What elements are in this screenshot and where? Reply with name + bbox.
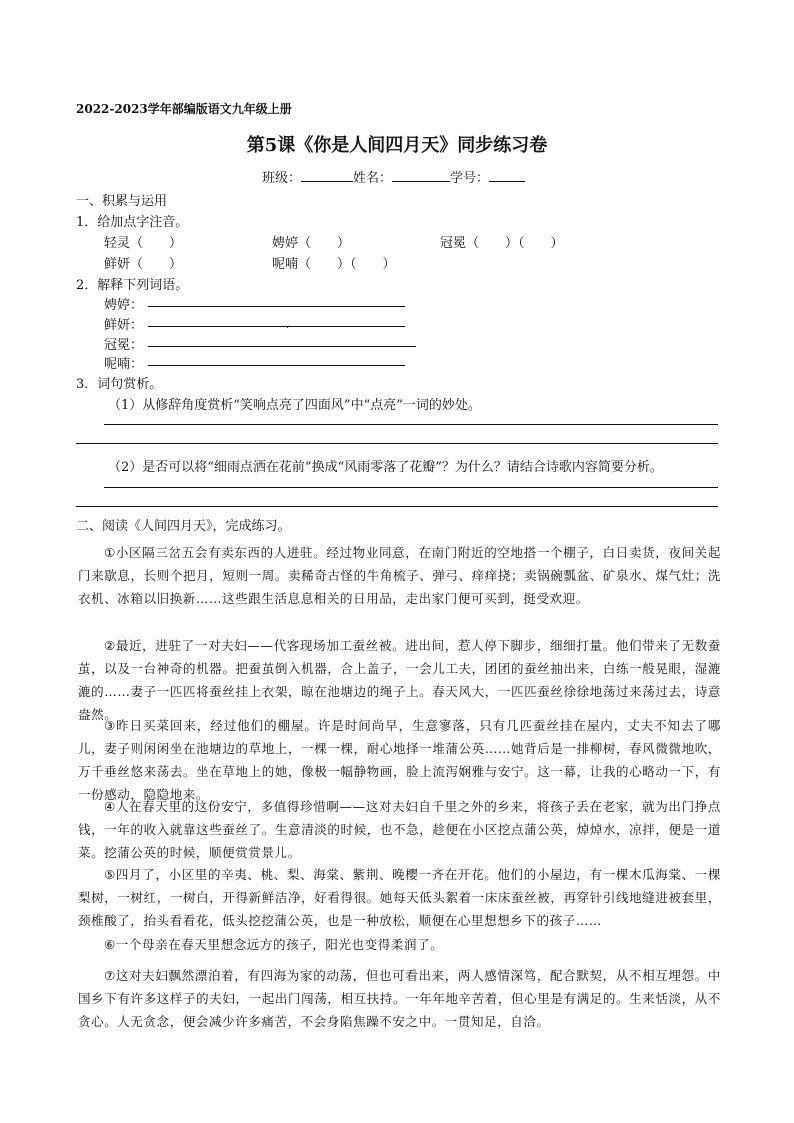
name-blank[interactable] [392, 169, 450, 182]
q1-item-xianyan: 鲜妍（ ） [104, 257, 183, 272]
q2-title: 2．解释下列词语。 [76, 278, 189, 293]
q2-answer-line[interactable] [148, 306, 405, 307]
q3-title: 3．词句赏析。 [76, 377, 163, 392]
q2-answer-line[interactable] [148, 326, 405, 327]
q1-item-qingling: 轻灵（ ） [104, 236, 183, 251]
reading-paragraph-4: ④人在春天里的这份安宁，多值得珍惜啊——这对夫妇自千里之外的乡来，将孩子丢在老家，就为出门挣点钱，一年的收入就靠这些蚕丝了。生意清淡的时候，也不急，趁便在小区挖点蒲公英，焯焯水，凉拌，便是一道菜。挖蒲公英的时候，顺便赏赏景儿。 [78, 799, 721, 860]
q2-answer-line[interactable] [148, 346, 416, 347]
q2-term-ninan: 呢喃： [104, 357, 144, 372]
q1-item-pingting: 娉婷（ ） [272, 236, 351, 251]
section1-title: 一、积累与运用 [76, 194, 168, 209]
page-title: 第5课《你是人间四月天》同步练习卷 [246, 135, 548, 156]
q2-answer-line[interactable] [148, 365, 405, 366]
reading-paragraph-2: ②最近，进驻了一对夫妇——代客现场加工蚕丝被。进出间，惹人停下脚步，细细打量。他们带来了无数蚕茧，以及一台神奇的机器。把蚕茧倒入机器，合上盖子，一会儿工夫，团团的蚕丝抽出来，白练一般晃眼，湿漉漉的……妻子一匹匹将蚕丝挂上衣架，晾在池塘边的绳子上。春天风大，一匹匹蚕丝徐徐地荡过来荡过去，诗意盎然。 [78, 638, 721, 722]
reading-paragraph-1: ①小区隔三岔五会有卖东西的人进驻。经过物业同意，在南门附近的空地搭一个棚子，白日卖货，夜间关起门来歇息，长则个把月，短则一周。卖稀奇古怪的牛角梳子、弹弓、痒痒挠；卖锅碗瓢盆、矿泉水、煤气灶；洗衣机、冰箱以旧换新……这些跟生活息息相关的日用品，走出家门便可买到，挺受欢迎。 [78, 545, 721, 606]
reading-paragraph-7: ⑦这对夫妇飘然漂泊着，有四海为家的动荡，但也可看出来，两人感情深笃，配合默契，从不相互埋怨。中国乡下有许多这样子的夫妇，一起出门闯荡，相互扶持。一年年地辛苦着，但心里是有满足的。生来恬淡，从不贪心。人无贪念，便会减少许多痛苦，不会身陷焦躁不安之中。一贯知足，自洽。 [78, 968, 721, 1029]
q3-sub1: （1）从修辞角度赏析“笑响点亮了四面风”中“点亮”一词的妙处。 [108, 398, 481, 413]
name-label: 姓名： [353, 171, 393, 186]
course-header: 2022-2023学年部编版语文九年级上册 [76, 102, 292, 116]
class-blank[interactable] [301, 169, 353, 182]
class-label: 班级： [262, 171, 302, 186]
q1-title: 1．给加点字注音。 [76, 215, 189, 230]
q2-term-guanmian: 冠冕： [104, 338, 144, 353]
student-info-line [262, 167, 525, 186]
q3-answer-line[interactable] [104, 487, 718, 488]
q3-answer-line[interactable] [104, 424, 718, 425]
stray-mark: ‘ [286, 325, 290, 336]
q1-item-ninan: 呢喃（ ）（ ） [272, 257, 396, 272]
q2-term-xianyan: 鲜妍： [104, 318, 144, 333]
id-blank[interactable] [489, 169, 525, 182]
q3-sub2: （2）是否可以将“细雨点洒在花前”换成“风雨零落了花瓣”？为什么？请结合诗歌内容简要分析。 [108, 460, 663, 475]
reading-paragraph-6: ⑥一个母亲在春天里想念远方的孩子，阳光也变得柔润了。 [104, 937, 444, 952]
q2-term-pingting: 娉婷： [104, 298, 144, 313]
q1-item-guanmian: 冠冕（ ）（ ） [440, 236, 564, 251]
q3-answer-line[interactable] [76, 443, 718, 444]
reading-paragraph-3: ③昨日买菜回来，经过他们的棚屋。许是时间尚早，生意寥落，只有几匹蚕丝挂在屋内，丈夫不知去了哪儿，妻子则闲闲坐在池塘边的草地上，一棵一棵，耐心地择一堆蒲公英……她背后是一排柳树，春风微微地吹，万千垂丝悠来荡去。坐在草地上的她，像极一幅静物画，脸上流泻娴雅与安宁。这一幕，让我的心略动一下，有一份感动，隐隐地来。 [78, 718, 721, 802]
id-label: 学号： [450, 171, 490, 186]
q3-answer-line[interactable] [76, 506, 718, 507]
section2-title: 二、阅读《人间四月天》，完成练习。 [76, 519, 291, 534]
reading-paragraph-5: ⑤四月了，小区里的辛夷、桃、梨、海棠、紫荆、晚樱一齐在开花。他们的小屋边，有一棵木瓜海棠、一棵梨树，一树红，一树白，开得新鲜洁净，好看得很。她每天低头絮着一床床蚕丝被，再穿针引线地缝进被套里，颈椎酸了，抬头看看花，低头挖挖蒲公英，也是一种放松，顺便在心里想想乡下的孩子…… [78, 867, 721, 928]
